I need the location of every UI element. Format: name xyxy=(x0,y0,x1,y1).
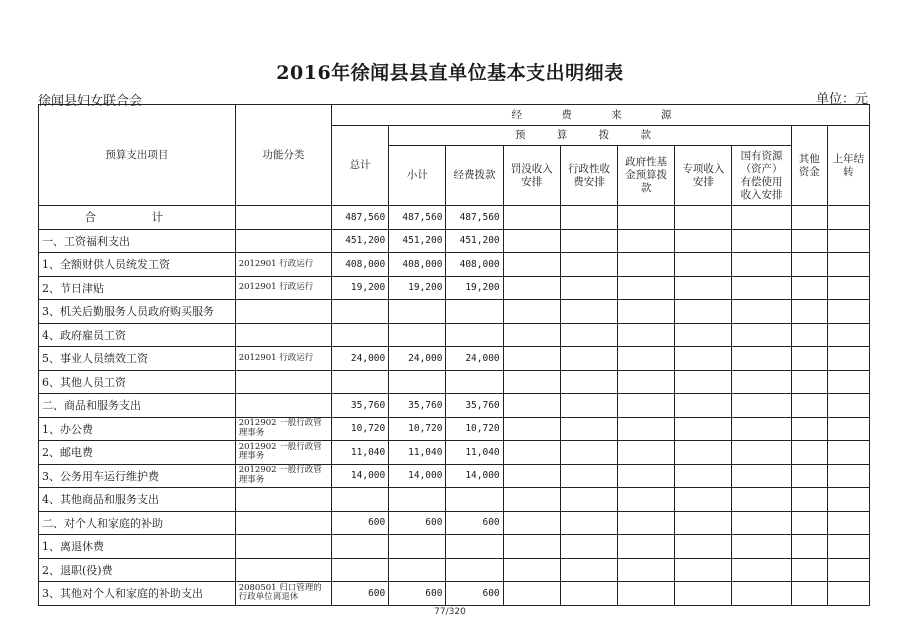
row-empty-cell xyxy=(791,511,827,535)
row-total: 600 xyxy=(332,511,389,535)
row-empty-cell xyxy=(791,276,827,300)
row-empty-cell xyxy=(791,323,827,347)
row-fund-allocation xyxy=(446,535,503,559)
row-empty-cell xyxy=(503,464,560,488)
row-item: 一、工资福利支出 xyxy=(39,229,236,253)
row-fund-allocation: 35,760 xyxy=(446,394,503,418)
row-empty-cell xyxy=(732,347,791,371)
row-empty-cell xyxy=(560,417,617,441)
header-state-assets: 国有资源（资产）有偿使用收入安排 xyxy=(732,146,791,206)
row-empty-cell xyxy=(560,582,617,606)
row-empty-cell xyxy=(827,323,869,347)
row-empty-cell xyxy=(618,253,675,277)
row-empty-cell xyxy=(791,370,827,394)
row-func xyxy=(235,300,331,324)
row-empty-cell xyxy=(503,253,560,277)
row-item: 3、公务用车运行维护费 xyxy=(39,464,236,488)
row-subtotal xyxy=(389,323,446,347)
row-empty-cell xyxy=(791,582,827,606)
row-total xyxy=(332,300,389,324)
row-empty-cell xyxy=(618,347,675,371)
row-item: 6、其他人员工资 xyxy=(39,370,236,394)
row-empty-cell xyxy=(503,370,560,394)
row-empty-cell xyxy=(827,464,869,488)
row-fund-allocation: 600 xyxy=(446,582,503,606)
row-empty-cell xyxy=(675,417,732,441)
row-fund-allocation xyxy=(446,558,503,582)
header-func: 功能分类 xyxy=(235,105,331,206)
row-fund-allocation xyxy=(446,370,503,394)
row-empty-cell xyxy=(827,253,869,277)
row-empty-cell xyxy=(791,347,827,371)
row-empty-cell xyxy=(675,394,732,418)
row-empty-cell xyxy=(560,558,617,582)
row-total: 35,760 xyxy=(332,394,389,418)
table-row xyxy=(39,464,870,488)
row-empty-cell xyxy=(618,441,675,465)
row-func xyxy=(235,535,331,559)
row-func xyxy=(235,323,331,347)
row-empty-cell xyxy=(827,582,869,606)
row-empty-cell xyxy=(675,253,732,277)
row-empty-cell xyxy=(503,206,560,230)
row-empty-cell xyxy=(791,535,827,559)
row-empty-cell xyxy=(791,441,827,465)
row-subtotal: 14,000 xyxy=(389,464,446,488)
row-subtotal: 11,040 xyxy=(389,441,446,465)
row-empty-cell xyxy=(732,488,791,512)
row-func xyxy=(235,206,331,230)
header-other-funds: 其他资金 xyxy=(791,126,827,206)
row-total: 11,040 xyxy=(332,441,389,465)
row-empty-cell xyxy=(732,300,791,324)
row-empty-cell xyxy=(503,488,560,512)
row-empty-cell xyxy=(560,300,617,324)
row-empty-cell xyxy=(732,441,791,465)
row-empty-cell xyxy=(618,511,675,535)
row-empty-cell xyxy=(618,535,675,559)
row-empty-cell xyxy=(791,464,827,488)
table-row xyxy=(39,300,870,324)
row-empty-cell xyxy=(675,511,732,535)
row-empty-cell xyxy=(732,582,791,606)
row-empty-cell xyxy=(560,488,617,512)
table-row xyxy=(39,347,870,371)
row-subtotal: 19,200 xyxy=(389,276,446,300)
row-empty-cell xyxy=(791,558,827,582)
row-empty-cell xyxy=(732,464,791,488)
row-fund-allocation xyxy=(446,323,503,347)
row-fund-allocation xyxy=(446,488,503,512)
row-func xyxy=(235,488,331,512)
row-empty-cell xyxy=(618,488,675,512)
row-empty-cell xyxy=(618,394,675,418)
row-empty-cell xyxy=(618,464,675,488)
row-empty-cell xyxy=(827,276,869,300)
row-total: 10,720 xyxy=(332,417,389,441)
table-row xyxy=(39,582,870,606)
row-empty-cell xyxy=(675,347,732,371)
row-empty-cell xyxy=(618,417,675,441)
row-empty-cell xyxy=(503,394,560,418)
row-empty-cell xyxy=(827,441,869,465)
row-total: 19,200 xyxy=(332,276,389,300)
row-empty-cell xyxy=(827,488,869,512)
page-number: 77/320 xyxy=(434,607,466,617)
row-empty-cell xyxy=(791,488,827,512)
row-subtotal xyxy=(389,558,446,582)
row-empty-cell xyxy=(560,394,617,418)
row-func: 2012902 一般行政管理事务 xyxy=(235,417,331,441)
row-empty-cell xyxy=(618,300,675,324)
row-empty-cell xyxy=(675,229,732,253)
row-empty-cell xyxy=(732,253,791,277)
row-total: 451,200 xyxy=(332,229,389,253)
row-empty-cell xyxy=(732,535,791,559)
row-empty-cell xyxy=(732,323,791,347)
row-subtotal: 408,000 xyxy=(389,253,446,277)
row-empty-cell xyxy=(675,558,732,582)
row-item: 3、其他对个人和家庭的补助支出 xyxy=(39,582,236,606)
row-func: 2080501 归口管理的行政单位离退休 xyxy=(235,582,331,606)
row-fund-allocation: 14,000 xyxy=(446,464,503,488)
table-row xyxy=(39,558,870,582)
table-row xyxy=(39,229,870,253)
row-subtotal: 35,760 xyxy=(389,394,446,418)
row-subtotal xyxy=(389,300,446,324)
row-empty-cell xyxy=(560,535,617,559)
row-item: 合 计 xyxy=(39,206,236,230)
row-empty-cell xyxy=(732,511,791,535)
row-empty-cell xyxy=(560,441,617,465)
row-subtotal: 487,560 xyxy=(389,206,446,230)
row-fund-allocation: 11,040 xyxy=(446,441,503,465)
row-subtotal xyxy=(389,488,446,512)
header-item: 预算支出项目 xyxy=(39,105,236,206)
row-empty-cell xyxy=(675,370,732,394)
table-row xyxy=(39,535,870,559)
row-empty-cell xyxy=(675,206,732,230)
row-empty-cell xyxy=(560,347,617,371)
row-fund-allocation: 487,560 xyxy=(446,206,503,230)
row-item: 二、对个人和家庭的补助 xyxy=(39,511,236,535)
row-empty-cell xyxy=(827,511,869,535)
row-item: 4、政府雇员工资 xyxy=(39,323,236,347)
row-empty-cell xyxy=(791,300,827,324)
row-empty-cell xyxy=(503,323,560,347)
row-empty-cell xyxy=(560,511,617,535)
row-func xyxy=(235,229,331,253)
row-subtotal: 600 xyxy=(389,582,446,606)
row-func xyxy=(235,511,331,535)
row-total: 600 xyxy=(332,582,389,606)
row-empty-cell xyxy=(791,229,827,253)
row-empty-cell xyxy=(791,394,827,418)
row-empty-cell xyxy=(827,558,869,582)
row-empty-cell xyxy=(618,323,675,347)
row-empty-cell xyxy=(560,276,617,300)
row-empty-cell xyxy=(732,229,791,253)
table-row xyxy=(39,323,870,347)
table-row xyxy=(39,253,870,277)
row-item: 二、商品和服务支出 xyxy=(39,394,236,418)
row-func: 2012901 行政运行 xyxy=(235,253,331,277)
row-empty-cell xyxy=(503,417,560,441)
row-total xyxy=(332,370,389,394)
row-empty-cell xyxy=(503,276,560,300)
currency-unit-label: 单位：元 xyxy=(815,92,868,107)
page-title: 2016年徐闻县县直单位基本支出明细表 xyxy=(276,62,624,84)
expenditure-table xyxy=(38,104,870,606)
row-empty-cell xyxy=(732,417,791,441)
row-empty-cell xyxy=(791,417,827,441)
row-func: 2012901 行政运行 xyxy=(235,276,331,300)
row-empty-cell xyxy=(618,276,675,300)
table-row xyxy=(39,370,870,394)
table-row xyxy=(39,417,870,441)
row-empty-cell xyxy=(503,347,560,371)
row-empty-cell xyxy=(618,558,675,582)
row-empty-cell xyxy=(675,535,732,559)
row-empty-cell xyxy=(827,300,869,324)
row-empty-cell xyxy=(732,370,791,394)
row-empty-cell xyxy=(560,253,617,277)
row-subtotal: 600 xyxy=(389,511,446,535)
row-empty-cell xyxy=(827,347,869,371)
row-empty-cell xyxy=(732,558,791,582)
header-total: 总计 xyxy=(332,126,389,206)
row-fund-allocation: 600 xyxy=(446,511,503,535)
row-empty-cell xyxy=(503,300,560,324)
unit-name: 徐闻县妇女联合会 xyxy=(38,94,143,109)
row-empty-cell xyxy=(503,511,560,535)
header-appropriation: 预 算 拨 款 xyxy=(389,126,791,146)
row-empty-cell xyxy=(560,229,617,253)
header-subtotal: 小计 xyxy=(389,146,446,206)
row-empty-cell xyxy=(827,206,869,230)
header-last-year: 上年结转 xyxy=(827,126,869,206)
row-empty-cell xyxy=(675,464,732,488)
table-row xyxy=(39,441,870,465)
row-fund-allocation: 451,200 xyxy=(446,229,503,253)
row-func xyxy=(235,558,331,582)
table-body xyxy=(39,206,870,606)
row-empty-cell xyxy=(675,276,732,300)
row-empty-cell xyxy=(827,417,869,441)
row-empty-cell xyxy=(560,464,617,488)
row-empty-cell xyxy=(618,229,675,253)
row-total xyxy=(332,488,389,512)
row-empty-cell xyxy=(732,276,791,300)
table-row xyxy=(39,276,870,300)
table-header xyxy=(39,105,870,206)
row-func: 2012902 一般行政管理事务 xyxy=(235,441,331,465)
row-empty-cell xyxy=(503,229,560,253)
row-fund-allocation: 408,000 xyxy=(446,253,503,277)
row-item: 2、节日津贴 xyxy=(39,276,236,300)
row-empty-cell xyxy=(675,441,732,465)
row-item: 2、邮电费 xyxy=(39,441,236,465)
row-empty-cell xyxy=(827,394,869,418)
row-empty-cell xyxy=(503,535,560,559)
row-item: 1、离退休费 xyxy=(39,535,236,559)
row-total xyxy=(332,323,389,347)
header-fines: 罚没收入安排 xyxy=(503,146,560,206)
row-empty-cell xyxy=(732,394,791,418)
row-empty-cell xyxy=(675,488,732,512)
row-func: 2012901 行政运行 xyxy=(235,347,331,371)
row-item: 1、全额财供人员统发工资 xyxy=(39,253,236,277)
row-subtotal: 10,720 xyxy=(389,417,446,441)
row-empty-cell xyxy=(618,370,675,394)
row-empty-cell xyxy=(503,582,560,606)
row-empty-cell xyxy=(503,558,560,582)
row-item: 1、办公费 xyxy=(39,417,236,441)
row-total: 487,560 xyxy=(332,206,389,230)
header-admin-fees: 行政性收费安排 xyxy=(560,146,617,206)
row-total: 24,000 xyxy=(332,347,389,371)
row-item: 5、事业人员绩效工资 xyxy=(39,347,236,371)
row-subtotal xyxy=(389,370,446,394)
row-empty-cell xyxy=(618,582,675,606)
table-row xyxy=(39,394,870,418)
header-special-income: 专项收入安排 xyxy=(675,146,732,206)
row-item: 3、机关后勤服务人员政府购买服务 xyxy=(39,300,236,324)
row-item: 2、退职(役)费 xyxy=(39,558,236,582)
row-func xyxy=(235,394,331,418)
row-empty-cell xyxy=(791,253,827,277)
table-row xyxy=(39,488,870,512)
row-empty-cell xyxy=(827,535,869,559)
row-empty-cell xyxy=(732,206,791,230)
row-subtotal: 451,200 xyxy=(389,229,446,253)
row-empty-cell xyxy=(791,206,827,230)
row-fund-allocation: 10,720 xyxy=(446,417,503,441)
row-empty-cell xyxy=(560,206,617,230)
table-row xyxy=(39,206,870,230)
row-empty-cell xyxy=(827,370,869,394)
row-fund-allocation: 19,200 xyxy=(446,276,503,300)
row-func xyxy=(235,370,331,394)
row-empty-cell xyxy=(618,206,675,230)
row-empty-cell xyxy=(560,370,617,394)
row-fund-allocation xyxy=(446,300,503,324)
row-fund-allocation: 24,000 xyxy=(446,347,503,371)
row-subtotal xyxy=(389,535,446,559)
row-total: 14,000 xyxy=(332,464,389,488)
table-row xyxy=(39,511,870,535)
row-total: 408,000 xyxy=(332,253,389,277)
row-total xyxy=(332,535,389,559)
row-empty-cell xyxy=(675,323,732,347)
header-fund-allocation: 经费拨款 xyxy=(446,146,503,206)
row-subtotal: 24,000 xyxy=(389,347,446,371)
row-item: 4、其他商品和服务支出 xyxy=(39,488,236,512)
row-empty-cell xyxy=(827,229,869,253)
row-empty-cell xyxy=(675,582,732,606)
row-empty-cell xyxy=(503,441,560,465)
row-empty-cell xyxy=(675,300,732,324)
header-gov-fund: 政府性基金预算拨款 xyxy=(618,146,675,206)
row-total xyxy=(332,558,389,582)
row-empty-cell xyxy=(560,323,617,347)
row-func: 2012902 一般行政管理事务 xyxy=(235,464,331,488)
header-source: 经 费 来 源 xyxy=(332,105,870,126)
